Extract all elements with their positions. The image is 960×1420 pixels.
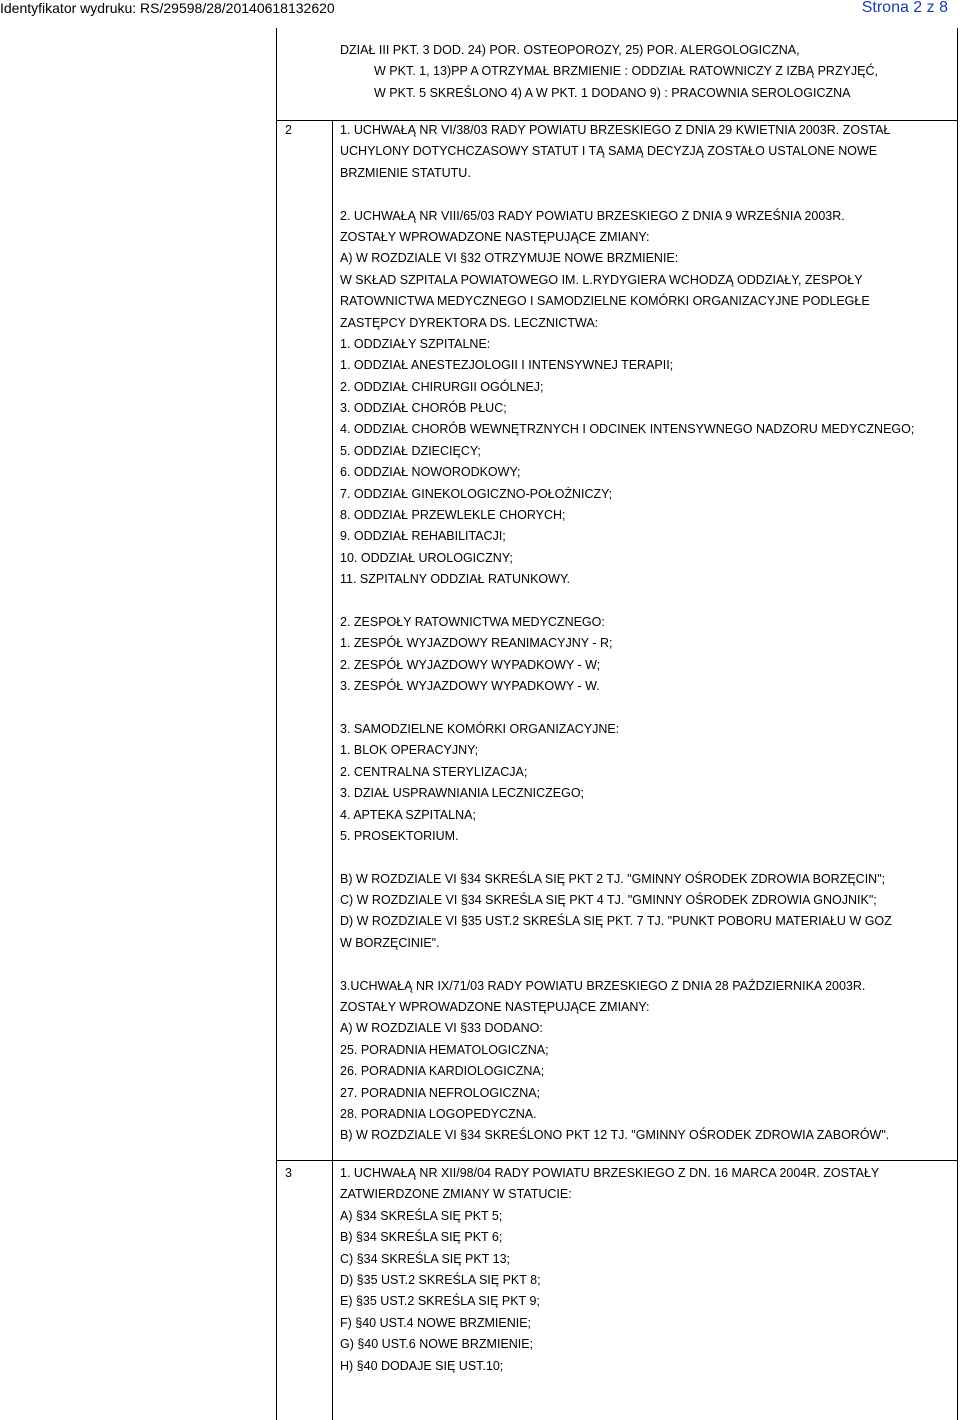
text-line: 2. ZESPÓŁ WYJAZDOWY WYPADKOWY - W; [340,657,601,672]
text-line: B) W ROZDZIALE VI §34 SKREŚLONO PKT 12 TJ. "GMINNY OŚRODEK ZDROWIA ZABORÓW". [340,1128,890,1143]
text-line: A) W ROZDZIALE VI §33 DODANO: [340,1021,543,1036]
text-line: 4. APTEKA SZPITALNA; [340,807,476,822]
text-line: ZASTĘPCY DYREKTORA DS. LECZNICTWA: [340,315,599,330]
text-line: RATOWNICTWA MEDYCZNEGO I SAMODZIELNE KOMÓRKI ORGANIZACYJNE PODLEGŁE [340,294,870,309]
text-line: 3. DZIAŁ USPRAWNIANIA LECZNICZEGO; [340,786,585,801]
text-line: 1. BLOK OPERACYJNY; [340,743,479,758]
text-line: B) W ROZDZIALE VI §34 SKREŚLA SIĘ PKT 2 TJ. "GMINNY OŚRODEK ZDROWIA BORZĘCIN"; [340,871,886,886]
text-line: ZATWIERDZONE ZMIANY W STATUCIE: [340,1187,572,1202]
text-line: W SKŁAD SZPITALA POWIATOWEGO IM. L.RYDYGIERA WCHODZĄ ODDZIAŁY, ZESPOŁY [340,272,863,287]
text-line: A) W ROZDZIALE VI §32 OTRZYMUJE NOWE BRZMIENIE: [340,251,679,266]
text-line: 1. ODDZIAŁY SZPITALNE: [340,336,491,351]
text-line: F) §40 UST.4 NOWE BRZMIENIE; [340,1315,532,1330]
text-line: 3.UCHWAŁĄ NR IX/71/03 RADY POWIATU BRZESKIEGO Z DNIA 28 PAŹDZIERNIKA 2003R. [340,978,866,993]
text-line: A) §34 SKREŚLA SIĘ PKT 5; [340,1208,503,1223]
text-line: 25. PORADNIA HEMATOLOGICZNA; [340,1042,549,1057]
row-number: 2 [285,123,292,137]
text-line: G) §40 UST.6 NOWE BRZMIENIE; [340,1337,534,1352]
text-line: 2. ODDZIAŁ CHIRURGII OGÓLNEJ; [340,379,544,394]
text-line: 11. SZPITALNY ODDZIAŁ RATUNKOWY. [340,572,571,587]
text-line: E) §35 UST.2 SKREŚLA SIĘ PKT 9; [340,1294,540,1309]
text-line: D) §35 UST.2 SKREŚLA SIĘ PKT 8; [340,1272,541,1287]
text-line: 2. ZESPOŁY RATOWNICTWA MEDYCZNEGO: [340,614,605,629]
text-line: ZOSTAŁY WPROWADZONE NASTĘPUJĄCE ZMIANY: [340,229,650,244]
text-line: B) §34 SKREŚLA SIĘ PKT 6; [340,1230,503,1245]
text-line: ZOSTAŁY WPROWADZONE NASTĘPUJĄCE ZMIANY: [340,1000,650,1015]
text-line: 8. ODDZIAŁ PRZEWLEKLE CHORYCH; [340,508,566,523]
text-line: 1. UCHWAŁĄ NR VI/38/03 RADY POWIATU BRZESKIEGO Z DNIA 29 KWIETNIA 2003R. ZOSTAŁ [340,123,891,137]
text-line: 7. ODDZIAŁ GINEKOLOGICZNO-POŁOŻNICZY; [340,486,613,501]
text-line: W BORZĘCINIE". [340,935,440,950]
text-line: D) W ROZDZIALE VI §35 UST.2 SKREŚLA SIĘ PKT. 7 TJ. "PUNKT POBORU MATERIAŁU W GOZ [340,914,892,929]
text-line: 5. PROSEKTORIUM. [340,828,459,843]
blank-line [340,954,952,975]
text-line: 27. PORADNIA NEFROLOGICZNA; [340,1085,541,1100]
print-identifier: Identyfikator wydruku: RS/29598/28/20140618132620 [0,0,335,16]
text-line: 3. ZESPÓŁ WYJAZDOWY WYPADKOWY - W. [340,679,600,694]
text-line: 1. ZESPÓŁ WYJAZDOWY REANIMACYJNY - R; [340,636,613,651]
text-line: 4. ODDZIAŁ CHORÓB WEWNĘTRZNYCH I ODCINEK INTENSYWNEGO NADZORU MEDYCZNEGO; [340,422,915,437]
text-line: 5. ODDZIAŁ DZIECIĘCY; [340,443,481,458]
text-line: W PKT. 1, 13)PP A OTRZYMAŁ BRZMIENIE : ODDZIAŁ RATOWNICZY Z IZBĄ PRZYJĘĆ, [374,64,879,79]
text-line: UCHYLONY DOTYCHCZASOWY STATUT I TĄ SAMĄ DECYZJĄ ZOSTAŁO USTALONE NOWE [340,144,878,159]
text-line: 6. ODDZIAŁ NOWORODKOWY; [340,465,521,480]
text-line: 9. ODDZIAŁ REHABILITACJI; [340,529,506,544]
text-line: BRZMIENIE STATUTU. [340,165,471,180]
text-line: C) W ROZDZIALE VI §34 SKREŚLA SIĘ PKT 4 TJ. "GMINNY OŚRODEK ZDROWIA GNOJNIK"; [340,893,877,908]
row-2-content [340,120,952,1147]
page-number: Strona 2 z 8 [861,0,948,16]
text-line: 2. UCHWAŁĄ NR VIII/65/03 RADY POWIATU BRZESKIEGO Z DNIA 9 WRZEŚNIA 2003R. [340,208,845,223]
column-divider [332,1160,333,1420]
row-divider [276,1160,958,1161]
text-line: W PKT. 5 SKREŚLONO 4) A W PKT. 1 DODANO 9) : PRACOWNIA SEROLOGICZNA [374,85,851,100]
text-line: 2. CENTRALNA STERYLIZACJA; [340,764,528,779]
text-line: 1. ODDZIAŁ ANESTEZJOLOGII I INTENSYWNEJ TERAPII; [340,358,674,373]
text-line: 3. ODDZIAŁ CHORÓB PŁUC; [340,401,507,416]
blank-line [340,184,952,205]
column-divider [332,120,333,1160]
blank-line [340,847,952,868]
text-line: H) §40 DODAJE SIĘ UST.10; [340,1358,504,1373]
row-1-content [340,40,952,104]
text-line: 10. ODDZIAŁ UROLOGICZNY; [340,550,513,565]
text-line: 26. PORADNIA KARDIOLOGICZNA; [340,1064,545,1079]
text-line: 3. SAMODZIELNE KOMÓRKI ORGANIZACYJNE: [340,721,620,736]
text-line: DZIAŁ III PKT. 3 DOD. 24) POR. OSTEOPOROZY, 25) POR. ALERGOLOGICZNA, [340,43,800,57]
blank-line [340,591,952,612]
blank-line [340,698,952,719]
row-3-content [340,1163,952,1377]
row-number: 3 [285,1166,292,1180]
text-line: 28. PORADNIA LOGOPEDYCZNA. [340,1106,537,1121]
text-line: 1. UCHWAŁĄ NR XII/98/04 RADY POWIATU BRZESKIEGO Z DN. 16 MARCA 2004R. ZOSTAŁY [340,1166,880,1180]
text-line: C) §34 SKREŚLA SIĘ PKT 13; [340,1251,510,1266]
